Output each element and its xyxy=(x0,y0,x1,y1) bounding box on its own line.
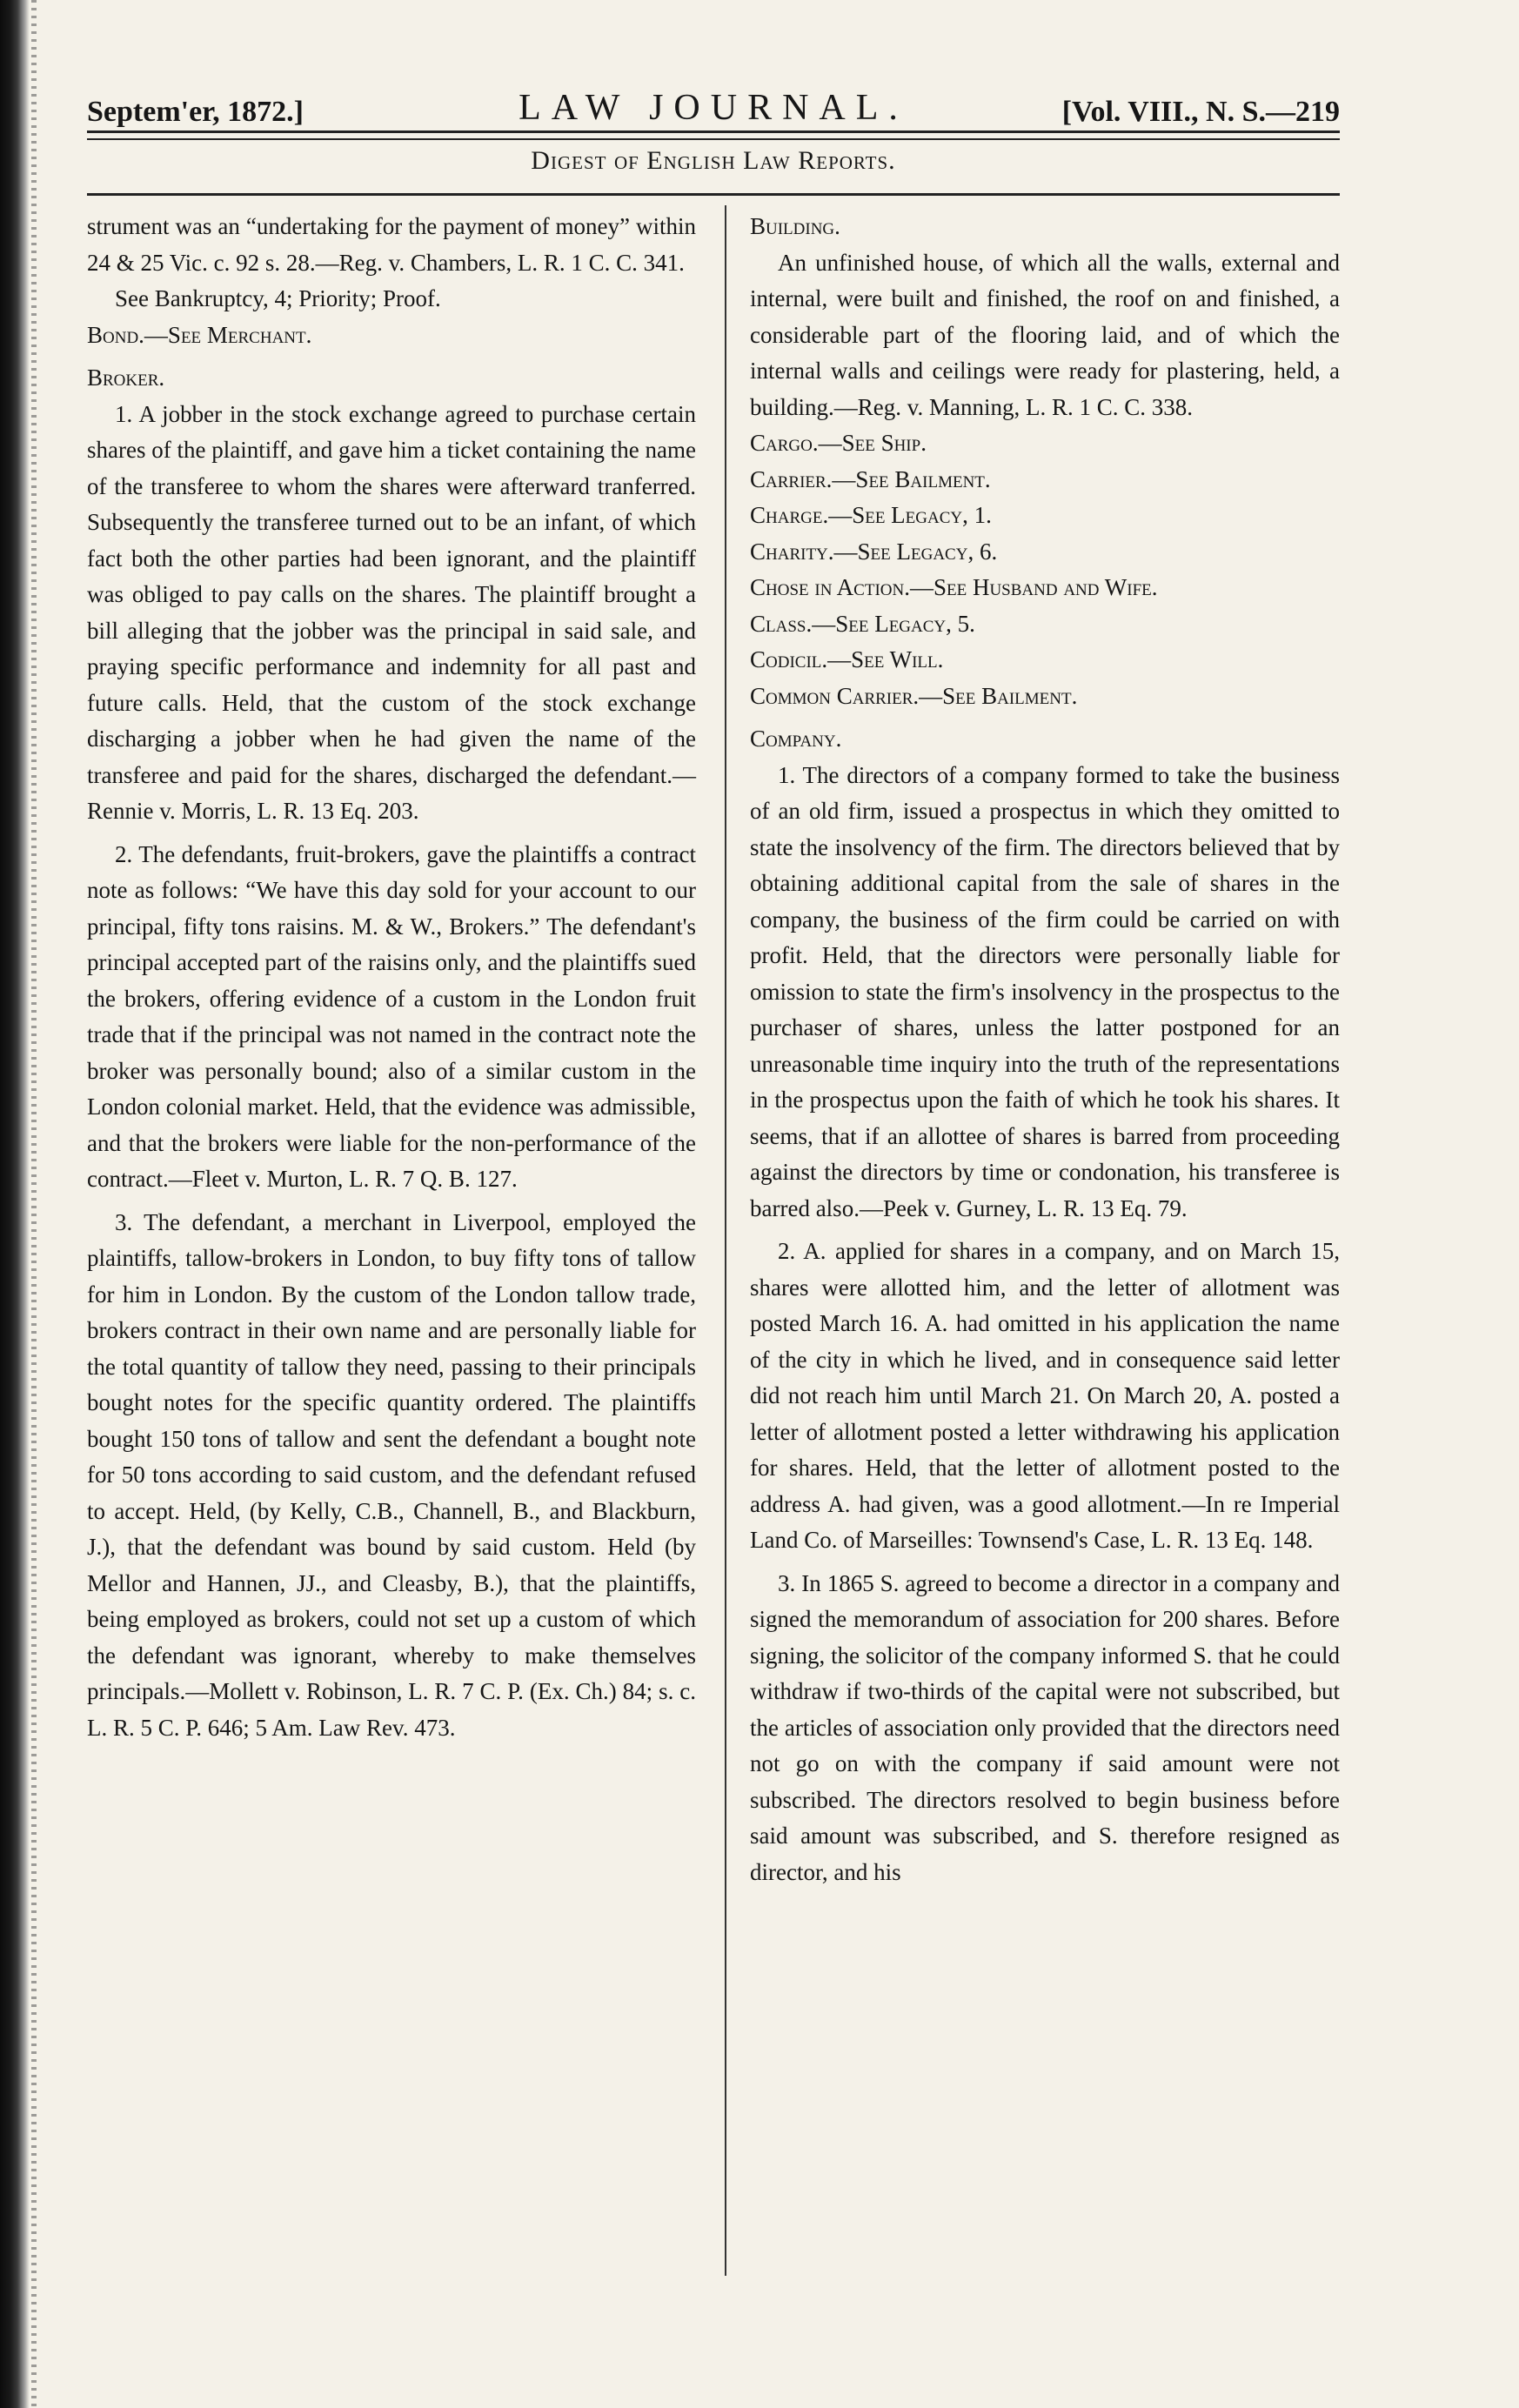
continued-paragraph: strument was an “undertaking for the payment of money” within 24 & 25 Vic. c. 92 s. 28.—Reg. v. Chambers, L. R. 1 C. C. 341. xyxy=(87,213,696,276)
company-case-3: 3. In 1865 S. agreed to become a director in a company and signed the memorandum of association for 200 shares. Before signing, the solicitor of the company informed S. that he could withdraw if two-thirds of the capital were not subscribed, but the articles of association only provided that the directors need not go on with the company if said amount were not subscribed. The directors resolved to begin business before said amount was subscribed, and S. therefore resigned as director, and his xyxy=(750,1569,1340,1885)
xref-entry: Class.—See Legacy, 5. xyxy=(750,610,975,637)
xref-entry: Codicil.—See Will. xyxy=(750,646,944,672)
header-date: Septem'er, 1872.] xyxy=(87,96,304,128)
section-rule xyxy=(87,193,1340,196)
xref-entry: Charity.—See Legacy, 6. xyxy=(750,538,998,565)
journal-title: LAW JOURNAL. xyxy=(519,88,908,128)
right-column xyxy=(750,209,1340,1890)
building-case: An unfinished house, of which all the walls, external and internal, were built and finished, the roof on and finished, a considerable part of the flooring laid, and of which the internal walls and ceilings were ready for plastering, held, a building.—Reg. v. Manning, L. R. 1 C. C. 338. xyxy=(750,249,1340,420)
xref-entry: Charge.—See Legacy, 1. xyxy=(750,502,992,528)
header-rule xyxy=(87,130,1340,140)
bond-entry: Bond.—See Merchant. xyxy=(87,321,312,348)
broker-case-2: 2. The defendants, fruit-brokers, gave the plaintiffs a contract note as follows: “We have this day sold for your account to our principal, fifty tons raisins. M. & W., Brokers.” The defendant's principal accepted part of the raisins only, and the plaintiffs sued the brokers, offering evidence of a custom in the London fruit trade that if the principal was not named in the contract note the broker was personally bound; also of a similar custom in the London colonial market. Held, that the evidence was admissible, and that the brokers were liable for the non-performance of the contract.—Fleet v. Murton, L. R. 7 Q. B. 127. xyxy=(87,840,696,1192)
xref-entry: Common Carrier.—See Bailment. xyxy=(750,682,1078,709)
company-case-2: 2. A. applied for shares in a company, and on March 15, shares were allotted him, and the letter of allotment was posted March 16. A. had omitted in his application the name of the city in which he lived, and in consequence said letter did not reach him until March 21. On March 20, A. posted a letter of allotment posted a letter withdrawing his application for shares. Held, that the letter of allotment posted to the address A. had given, was a good allotment.—In re Imperial Land Co. of Marseilles: Townsend's Case, L. R. 13 Eq. 148. xyxy=(750,1238,1340,1553)
broker-case-3: 3. The defendant, a merchant in Liverpool, employed the plaintiffs, tallow-brokers in London, to buy fifty tons of tallow for him in London. By the custom of the London tallow trade, brokers contract in their own name and are personally liable for the total quantity of tallow they need, passing to their principals bought notes for the specific quantity ordered. The plaintiffs bought 150 tons of tallow and sent the defendant a bought note for 50 tons according to said custom, and the defendant refused to accept. Held, (by Kelly, C.B., Channell, B., and Blackburn, J.), that the defendant was bound by said custom. Held (by Mellor and Hannen, JJ., and Cleasby, B.), that the plaintiffs, being employed as brokers, could not set up a custom of which the defendant was ignorant, whereby to make themselves principals.—Mollett v. Robinson, L. R. 7 C. P. (Ex. Ch.) 84; s. c. L. R. 5 C. P. 646; 5 Am. Law Rev. 473. xyxy=(87,1208,696,1741)
see-also-entry: See Bankruptcy, 4; Priority; Proof. xyxy=(115,285,441,311)
xref-entry: Chose in Action.—See Husband and Wife. xyxy=(750,574,1158,600)
broker-heading: Broker. xyxy=(87,365,165,391)
building-heading: Building. xyxy=(750,213,840,239)
left-column xyxy=(87,209,696,1746)
column-divider xyxy=(725,205,726,2276)
broker-case-1: 1. A jobber in the stock exchange agreed to purchase certain shares of the plaintiff, and gave him a ticket containing the name of the transferee to whom the shares were afterward tranferred. Subsequently the transferee turned out to be an infant, of which fact both the other parties had been ignorant, and the plaintiff was obliged to pay calls on the shares. The plaintiff brought a bill alleging that the jobber was the principal in said sale, and praying specific performance and indemnity for all past and future calls. Held, that the custom of the stock exchange discharging a jobber when he had given the name of the transferee and paid for the shares, discharged the defendant.—Rennie v. Morris, L. R. 13 Eq. 203. xyxy=(87,400,696,824)
xref-entry: Carrier.—See Bailment. xyxy=(750,465,991,492)
volume-page: [Vol. VIII., N. S.—219 xyxy=(1061,96,1340,128)
xref-entry: Cargo.—See Ship. xyxy=(750,430,927,456)
company-heading: Company. xyxy=(750,726,842,752)
binding-edge xyxy=(0,0,30,2408)
company-case-1: 1. The directors of a company formed to take the business of an old firm, issued a prospectus in which they omitted to state the insolvency of the firm. The directors believed that by obtaining additional capital from the sale of shares in the company, the business of the firm could be carried on with profit. Held, that the directors were personally liable for omission to state the firm's insolvency in the prospectus to the purchaser of shares, unless the latter postponed for an unreasonable time inquiry into the truth of the representations in the prospectus upon the faith of which he took his shares. It seems, that if an allottee of shares is barred from proceeding against the directors by time or condonation, his transferee is barred also.—Peek v. Gurney, L. R. 13 Eq. 79. xyxy=(750,761,1340,1221)
section-title: Digest of English Law Reports. xyxy=(531,146,896,175)
